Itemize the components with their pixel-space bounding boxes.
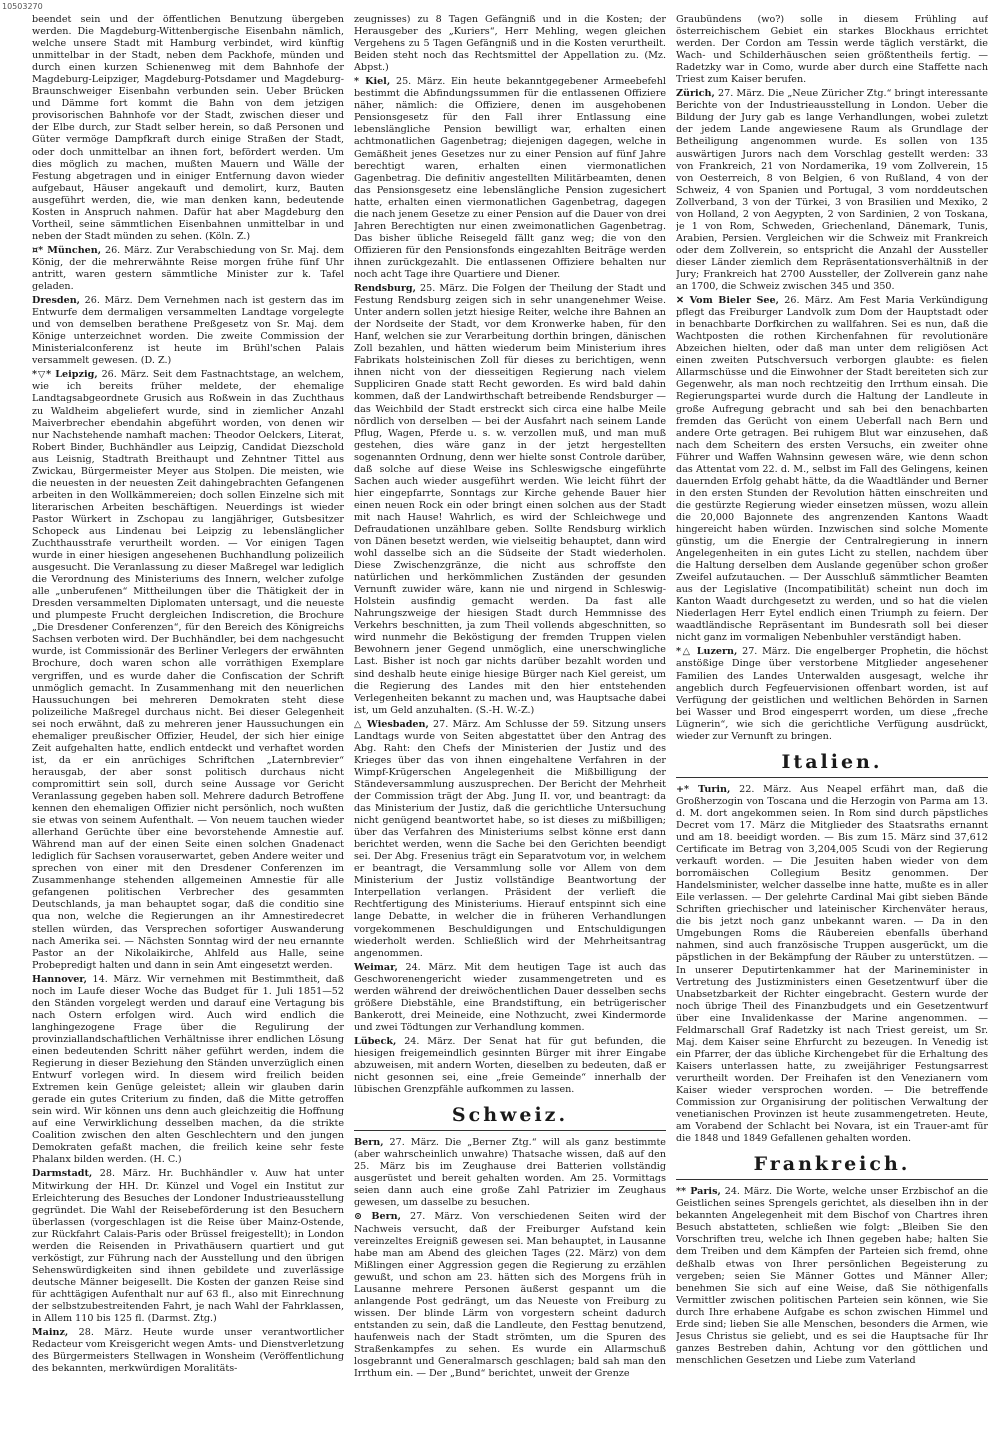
article-paragraph <box>676 14 988 86</box>
article-paragraph <box>676 784 988 1145</box>
article-dateline: △ Wiesbaden, <box>354 718 429 730</box>
section-heading: Italien. <box>676 751 988 778</box>
article-paragraph <box>32 1168 344 1325</box>
article-text: 27. März. Die „Neue Züricher Ztg.“ bringt interessante Berichte von der Industrieausstellung in London. Ueber die Bildung der Jury gab es lange Verhandlungen, wobei zuletzt der jedem Lande angewiesene Raum als Grundlage der Betheiligung angenommen wurde. Es sollen von 135 auswärtigen Jurors nach dem Vorschlag gestellt werden: 33 von Frankreich, 21 von Nordamerika, 19 vom Zollverein, 15 von Oesterreich, 8 von Belgien, 6 von Rußland, 4 von der Schweiz, 4 von Spanien und Portugal, 3 vom norddeutschen Zollverband, 3 von der Türkei, 3 von Brasilien und Mexiko, 2 von Holland, 2 von Aegypten, 2 von Sardinien, 2 von Toskana, je 1 von Rom, Schweden, Griechenland, Dänemark, Tunis, Arabien, Persien. Vergleichen wir die Schweiz mit Frankreich oder dem Zollverein, so entspricht die Anzahl der Aussteller dieser Länder ziemlich dem Repräsentationsverhältniß in der Jury; Frankreich hat 2700 Aussteller, der Zollverein ganz nahe an 1700, die Schweiz zwischen 345 und 350. <box>676 88 988 293</box>
article-text: 28. März. Hr. Buchhändler v. Auw hat unter Mitwirkung der HH. Dr. Künzel und Vogel ein Institut zur Erleichterung des Besuches der Londoner Industrieausstellung gegründet. Die Wahl der Reisebeförderung ist den Besuchern überlassen (vorgeschlagen ist die Reise über Mainz-Ostende, zur Rückfahrt Calais-Paris oder Brüssel freigestellt); in London werden die Reisenden in Privathäusern quartiert und gut verköstigt, zur Führung nach der Ausstellung und den übrigen Sehenswürdigkeiten sind ihnen gebildete und zuverlässige deutsche Männer beigesellt. Die Kosten der ganzen Reise sind für achttägigen Aufenthalt nur auf 63 fl., also mit Einrechnung der selbstzubestreitenden Fahrt, je nach Wahl der Fahrklassen, in Allem 110 bis 125 fl. (Darmst. Ztg.) <box>32 1168 344 1325</box>
article-paragraph <box>354 76 666 281</box>
article-text: Graubündens (wo?) solle in diesem Frühling auf österreichischem Gebiet ein starkes Blockhaus errichtet werden. Der Cordon am Tessin werde täglich verstärkt, die Wach- und Schilderhäuschen seien größtentheils fertig. — Radetzky war in Como, wurde aber durch eine Staffette nach Triest zum Kaiser berufen. <box>676 14 988 86</box>
article-paragraph <box>32 369 344 971</box>
article-text: 27. März. Die „Berner Ztg.“ will als ganz bestimmte (aber wahrscheinlich unwahre) Thatsache wissen, daß auf den 25. März bis im Zeughause drei Batterien vollständig ausgerüstet und bereit gehalten worden. Am 25. Vormittags seien dann auch eine große Zahl Patrizier im Zeughaus gewesen, um dasselbe zu besuchen. <box>354 1137 666 1209</box>
article-text: 22. März. Aus Neapel erfährt man, daß die Großherzogin von Toscana und die Herzogin von Parma am 13. d. M. dort angekommen seien. In Rom sind durch päpstliches Decret vom 17. März die Mitglieder des Staatsraths ernannt und am 18. beeidigt worden. — Bis zum 15. März sind 37,612 Certificate im Betrag von 3,204,005 Scudi von der Regierung verkauft worden. — Die Jesuiten haben wieder von dem borromäischen Collegium Besitz genommen. Der Handelsminister, welcher dasselbe inne hatte, mußte es in aller Eile verlassen. — Der gelehrte Cardinal Mai gibt sieben Bände Schriften griechischer und lateinischer Kirchenväter heraus, die bis jetzt noch ganz unbekannt waren. — Da in den Umgebungen Roms die Räubereien ebenfalls überhand nahmen, sind auch französische Truppen ausgerückt, um die päpstlichen in der Bekämpfung der Räuber zu unterstützen. — In unserer Deputirtenkammer hat der Marineminister in Vertretung des Justizministers einen Gesetzentwurf über die Unabsetzbarkeit der Richter eingebracht. Gestern wurde der noch übrige Theil des Finanzbudgets und ein Gesetzentwurf über eine Invalidenkasse der Marine angenommen. — Feldmarschall Graf Radetzky ist nach Triest gereist, um Sr. Maj. dem Kaiser seine Ehrfurcht zu bezeugen. In Venedig ist ein Pfarrer, der das übliche Kirchengebet für die Erhaltung des Kaisers unterlassen hatte, zu zweijähriger Festungsarrest verurtheilt worden. Der Freihafen ist den Venezianern vom Kaiser wieder versprochen worden. — Die betreffende Commission zur Organisirung der politischen Verwaltung der venetianischen Provinzen ist heute zusammengetreten. Heute, am Vorabend der Schlacht bei Novara, ist ein Trauer-amt für die 1848 und 1849 Gefallenen gehalten worden. <box>676 783 988 1145</box>
article-paragraph <box>354 14 666 74</box>
article-dateline: +* Turin, <box>676 783 731 795</box>
section-heading: Schweiz. <box>354 1104 666 1131</box>
article-paragraph <box>32 14 344 243</box>
article-paragraph <box>676 295 988 644</box>
article-text: 26. März. Dem Vernehmen nach ist gestern das im Entwurfe dem dermaligen versammelten Landtage vorgelegte und von demselben berathene Preßgesetz von Sr. Maj. dem Könige unterzeichnet worden. Die zweite Commission der Ministerialconferenz ist heute im Brühl'schen Palais versammelt gewesen. (D. Z.) <box>32 295 344 367</box>
article-text: zeugnisses) zu 8 Tagen Gefängniß und in die Kosten; der Herausgeber des „Kuriers“, Herr Mehling, wegen gleichen Vergehens zu 5 Tagen Gefängniß und in die Kosten verurtheilt. Beiden steht noch das Rechtsmittel der Appellation zu. (Mz. Abpst.) <box>354 14 666 74</box>
article-text: 26. März. Zur Verabschiedung von Sr. Maj. dem König, der die mehrerwähnte Reise morgen frühe fünf Uhr antritt, waren gestern sämmtliche Minister zur k. Tafel geladen. <box>32 244 344 293</box>
article-dateline: ✕ Vom Bieler See, <box>676 295 779 307</box>
article-paragraph <box>676 1186 988 1367</box>
section-heading: Frankreich. <box>676 1153 988 1180</box>
article-text: 26. März. Seit dem Fastnachtstage, an welchem, wie ich bereits früher meldete, der ehemalige Landtagsabgeordnete Grusich aus Roßwein in das Zuchthaus zu Waldheim abgeliefert wurde, sind in ziemlicher Anzahl Maiverbrecher ebendahin abgeführt worden, von denen wir nur Nachstehende namhaft machen: Theodor Oelckers, Literat, Robert Binder, Buchhändler aus Leipzig, Candidat Diezschold aus Leisnig, Stadtrath Breithaupt und Zehntner Tittel aus Zwickau, Bürgermeister Meyer aus Stolpen. Die meisten, wie die neuesten in der neuesten Zeit dahingebrachten Gefangenen arbeiten in den Wollkämmereien; doch sollen Einzelne sich mit literarischen Arbeiten beschäftigen. Neuerdings ist wieder Pastor Würkert in Zschopau zu langjähriger, Gutsbesitzer Schopeck aus Lindenau bei Leipzig zu lebenslänglicher Zuchthausstrafe verurtheilt worden. — Vor einigen Tagen wurde in einer hiesigen angesehenen Buchhandlung polizeilich ausgesucht. Die Veranlassung zu dieser Maßregel war lediglich die Verordnung des Ministeriums des Innern, welcher zufolge alle „unberufenen“ Mittheilungen über die Thätigkeit der in Dresden versammelten Diplomaten untersagt, und die neueste und plumpeste Frucht dergleichen Indiscretion, die Brochure „Die Dresdener Conferenzen“, für den Bereich des Königreichs Sachsen verboten wird. Der Buchhändler, bei dem nachgesucht wurde, ist Commissionär des Berliner Verlegers der erwähnten Brochure, doch waren schon alle vorräthigen Exemplare vergriffen, und es wurde daher die Confiscation der Schrift unmöglich gemacht. In Zusammenhang mit den neuerlichen Haussuchungen bei mehreren Demokraten steht diese polizeiliche Maßregel durchaus nicht. Bei dieser Gelegenheit sei noch erwähnt, daß zu mehreren jener Haussuchungen ein ehemaliger preußischer Offizier, Heudel, der sich hier einige Zeit aufgehalten hatte, endlich entdeckt und verhaftet worden ist, da er ein anrüchiges Schriftchen „Laternbrevier“ herausgab, der aber sonst politisch durchaus nicht compromittirt sein soll, durch seine Aussage vor Gericht Veranlassung gegeben haben soll. Mehrere dadurch Betroffene kennen den ehemaligen Offizier nicht persönlich, noch wußten sie etwas von seinem Aufenthalt. — Von neuem tauchen wieder allerhand Gerüchte über eine bevorstehende Amnestie auf. Während man auf der einen Seite einen solchen Gnadenact lediglich für Sachsen vorauserwartet, geben Andere weiter und sprechen von einer mit den Dresdener Conferenzen im Zusammenhange stehenden allgemeinen Amnestie für alle gefangenen politischen Verbrecher des gesammten Deutschlands, ja man behauptet sogar, daß die conditio sine qua non, welche die Regierungen an ihr Amnestiredecret stellen würden, das Versprechen sofortiger Auswanderung nach Amerika sei. — Nächsten Sonntag wird der neu ernannte Pastor an der Nikolaikirche, Ahlfeld aus Halle, seine Probepredigt halten und dann in sein Amt eingesetzt werden. <box>32 369 344 971</box>
article-paragraph <box>354 1211 666 1380</box>
article-dateline: Weimar, <box>354 961 398 973</box>
article-text: 27. März. Am Schlusse der 59. Sitzung unsers Landtags wurde von Seiten abgestattet über den Antrag des Abg. Raht: den Chefs der Ministerien der Justiz und des Krieges über das von ihnen eingehaltene Verfahren in der Wimpf-Krügerschen Angelegenheit die Mißbilligung der Ständeversammlung auszusprechen. Der Bericht der Mehrheit der Commission trägt der Abg. Jung II. vor, und beantragt: da das Ministerium der Justiz, daß die gerichtliche Untersuchung nicht genügend beantwortet habe, so ist dieses zu mißbilligen; über das Verfahren des Ministeriums selbst könne erst dann berichtet werden, wenn die Sache bei den Gerichten beendigt sei. Der Abg. Fresenius trägt ein Separatvotum vor, in welchem er beantragt, die Versammlung solle vor Allem von dem Ministerium der Justiz vollständige Beantwortung der Interpellation verlangen. Präsident der verlieft die Rechtfertigung des Ministeriums. Hierauf entspinnt sich eine lange Debatte, in welcher die in früheren Verhandlungen vorgekommenen Beschuldigungen und Entschuldigungen wiederholt werden. Schließlich wird der Mehrheitsantrag angenommen. <box>354 718 666 959</box>
column-1 <box>32 14 344 1428</box>
article-dateline: Lübeck, <box>354 1035 397 1047</box>
article-text: 24. März. Mit dem heutigen Tage ist auch das Geschworenengericht wieder zusammengetreten und es werden während der dreiwöchentlichen Dauer desselben sechs größere Diebstähle, eine Brandstiftung, ein betrügerischer Bankerott, drei Meineide, eine Nothzucht, zwei Kindermorde und zwei Tödtungen zur Verhandlung kommen. <box>354 961 666 1033</box>
article-dateline: ** Paris, <box>676 1186 721 1198</box>
article-paragraph <box>676 88 988 293</box>
article-text: 25. März. Ein heute bekanntgegebener Armeebefehl bestimmt die Abfindungssummen für die entlassenen Offiziere näher, nämlich: die Offiziere, denen im ausgehobenen Pensionsgesetz für den Fall ihrer Entlassung eine lebenslängliche Pension bewilligt war, erhalten einen achtmonatlichen Gagenbetrag; diejenigen dagegen, welche in Gemäßheit jenes Gesetzes nur zu einer Pension auf fünf Jahre berechtigt waren, erhalten einen viermonatlichen Gagenbetrag. Die definitiv angestellten Militärbeamten, denen das Pensionsgesetz eine lebenslängliche Pension zugesichert hatte, erhalten einen viermonatlichen Gagenbetrag, dagegen die nach jenem Gesetze zu einer Pension auf die Dauer von drei Jahren Berechtigten nur einen zweimonatlichen Gagenbetrag. Das bisher übliche Reisegeld fällt ganz weg; die von den Offizieren für den Pensionsfonds eingezahlten Beiträge werden ihnen zurückgezahlt. Die entlassenen Offiziere behalten nur noch acht Tage ihre Quartiere und Diener. <box>354 76 666 280</box>
article-dateline: Mainz, <box>32 1327 69 1339</box>
article-paragraph <box>32 245 344 293</box>
article-dateline: Bern, <box>354 1137 384 1149</box>
article-dateline: Dresden, <box>32 295 81 307</box>
article-paragraph <box>32 1327 344 1375</box>
article-dateline: Hannover, <box>32 973 88 985</box>
article-dateline: Darmstadt, <box>32 1168 93 1180</box>
article-dateline: Zürich, <box>676 88 715 100</box>
article-paragraph <box>354 719 666 960</box>
article-paragraph <box>354 1036 666 1096</box>
article-text: 26. März. Am Fest Maria Verkündigung pflegt das Freiburger Landvolk zum Dom der Hauptstadt oder in benachbarte Dorfkirchen zu wallfahren. Sei es nun, daß die Wachtposten die rothen Kirchenfahnen für revolutionäre Abzeichen hielten, oder daß man unter dem religiösen Act einen zweiten Putschversuch verborgen glaubte: es fielen Allarmschüsse und die Einwohner der Stadt bereiteten sich zur Gegenwehr, als man noch rechtzeitig den Irrthum einsah. Die Regierungspartei wurde durch die Haltung der Landleute in große Aufregung gebracht und sah bei den benachbarten fremden das Gerücht von einem Ueberfall nach Bern und andere Orte getragen. Bei ruhigem Blut war einzusehen, daß nach dem Scheitern des ersten Versuchs, ein zweiter ohne Führer und Waffen Wahnsinn gewesen wäre, wie denn schon das Attentat vom 22. d. M., selbst im Fall des Gelingens, keinen dauernden Erfolg gehabt hätte, da die Waadtländer und Berner in den ersten Stunden der Revolution hätten einschreiten und die gestürzte Regierung wieder einsetzen müssen, wozu allein die 20,000 Bajonnete des angrenzenden Kantons Waadt hingereicht haben würden. Inzwischen sind solche Momente günstig, um die Energie der Centralregierung in innern Angelegenheiten in ein gutes Licht zu stellen, nachdem über die Haltung derselben dem Auslande gegenüber schon großer Zweifel aufzutauchen. — Der Ausschluß sämmtlicher Beamten aus der Legislative (Incompatibilität) scheint nun doch im Kanton Waadt durchgesetzt zu werden, und so hat die vielen Niederlagen Herr Eytel endlich einen Triumph zu feiern. Der waadtländische Repräsentant im Bundesrath soll bei dieser nicht ganz im vormaligen Nebenbuhler verständigt haben. <box>676 295 988 644</box>
article-paragraph <box>676 646 988 742</box>
article-text: beendet sein und der öffentlichen Benutzung übergeben werden. Die Magdeburg-Wittenbergische Eisenbahn nämlich, welche unsere Stadt mit Hamburg verbindet, wird künftig unmittelbar in der Stadt, neben dem Packhofe, münden und durch einen kurzen Schienenweg mit dem Bahnhofe der Magdeburg-Leipziger, Magdeburg-Potsdamer und Magdeburg-Braunschweiger Eisenbahn verbunden sein. Ueber Brücken und Dämme fort kommt die Bahn von dem jetzigen provisorischen Bahnhofe vor der Stadt, zwischen dieser und der Elbe durch, zur Stadt selber herein, so daß Personen und Güter vermöge Dampfkraft durch einige Straßen der Stadt, oder doch unmittelbar an ihnen fort, befördert werden. Um dies möglich zu machen, mußten Mauern und Wälle der Festung abgetragen und in einiger Entfernung davon wieder aufgebaut, Häuser angekauft und demolirt, kurz, Bauten ausgeführt werden, die, wie man denken kann, bedeutende Kosten in Anspruch nahmen. Dafür hat aber Magdeburg den Vortheil, seine sämmtlichen Eisenbahnen unmittelbar in und neben der Stadt münden zu sehen. (Köln. Z.) <box>32 14 344 242</box>
column-3 <box>676 14 988 1428</box>
page-id: 10503270 <box>2 2 43 11</box>
article-dateline: Rendsburg, <box>354 283 416 295</box>
article-paragraph <box>32 974 344 1167</box>
article-text: 27. März. Von verschiedenen Seiten wird der Nachweis versucht, daß der Freiburger Aufstand kein vereinzeltes Ereigniß gewesen sei. Man behauptet, in Lausanne habe man am Abend des gleichen Tages (22. März) von dem Mißlingen einer Aggression gegen die Regierung zu erzählen gewußt, und schon am 23. hätten sich des Morgens früh in Lausanne mehrere Personen äußerst gespannt um die anlangende Post gedrängt, um das Neueste von Freiburg zu wissen. Der blinde Lärm von vorgestern scheint dadurch entstanden zu sein, daß die Landleute, den Festtag benutzend, haufenweis nach der Stadt strömten, um die Spuren des Straßenkampfes zu sehen. Es wurde ein Allarmschuß losgebrannt und Generalmarsch geschlagen; bald sah man den Irrthum ein. — Der „Bund“ berichtet, unweit der Grenze <box>354 1211 666 1380</box>
article-paragraph <box>354 283 666 717</box>
article-paragraph <box>354 1137 666 1209</box>
newspaper-columns <box>32 14 988 1428</box>
article-dateline: ⊙ Bern, <box>354 1211 401 1223</box>
article-dateline: *▽* Leipzig, <box>32 369 98 381</box>
article-text: 24. März. Der Senat hat für gut befunden, die hiesigen freigemeindlich gesinnten Bürger mit ihrer Eingabe abzuweisen, mit andern Worten, dieselben zu bedeuten, daß er nicht gesonnen sei, eine „freie Gemeinde“ innerhalb der lübischen Grenzpfähle aufkommen zu lassen. <box>354 1035 666 1096</box>
article-dateline: *△ Luzern, <box>676 646 738 658</box>
article-text: 27. März. Die engelberger Prophetin, die höchst anstößige Dinge über verstorbene Mitglieder angesehener Familien des Landes Unterwalden ausgesagt, welche ihr angeblich durch Fegfeuervisionen offenbart worden, ist auf Verfügung der geistlichen und weltlichen Behörden in Sarnen bei Wasser und Brod eingesperrt worden, um diese „freche Lügnerin“, wie sich die gerichtliche Verfügung ausdrückt, wieder zur Vernunft zu bringen. <box>676 646 988 742</box>
column-2 <box>354 14 666 1428</box>
article-paragraph <box>354 962 666 1034</box>
article-text: 24. März. Die Worte, welche unser Erzbischof an die Geistlichen seines Sprengels gerichtet, als dieselben ihn in der bekannten Angelegenheit mit dem Bischof von Chartres ihren Besuch abstatteten, schließen wie folgt: „Bleiben Sie den Vorschriften treu, welche ich Ihnen gegeben habe; halten Sie dem Treiben und dem Kämpfen der Parteien sich fremd, ohne deßhalb etwas von Ihrer persönlichen Begeisterung zu vergeben; seien Sie Männer Gottes und Männer Aller; benehmen Sie sich auf eine Weise, daß Sie nöthigenfalls Vermittler zwischen politischen Parteien sein können, wie Sie durch Ihre erhabene Aufgabe es schon zwischen Himmel und Erde sind; lieben Sie alle Menschen, besonders die Armen, wie Jesus Christus sie geliebt, und es sei die Hauptsache für Ihr ganzes Bestreben dahin, Achtung vor den göttlichen und menschlichen Gesetzen und Liebe zum Vaterland <box>676 1186 988 1366</box>
article-paragraph <box>32 295 344 367</box>
article-text: 14. März. Wir vernehmen mit Bestimmtheit, daß noch im Laufe dieser Woche das Budget für 1. Juli 1851—52 den Ständen vorgelegt werden und darauf eine Vertagung bis nach Ostern erfolgen wird. Auch wird endlich die langhingezogene Frage über die Regulirung der provinziallandschaftlichen Verhältnisse ihrer endlichen Lösung einen bedeutenden Schritt näher geführt werden, indem die Regierung in dieser Beziehung den Ständen unverzüglich einen Entwurf vorlegen wird. In diesem wird freilich beiden Extremen kein Genüge geleistet; allein wir glauben darin gerade ein gutes Criterium zu finden, daß die Mitte getroffen sein wird. Wir können uns denn auch gleichzeitig die Hoffnung auf eine Verwirklichung desselben machen, da die strikte Coalition zwischen den alten Geschlechtern und den jungen Demokraten gefaßt machen, die freilich keine sehr feste Phalanx bilden werden. (H. C.) <box>32 973 344 1166</box>
article-dateline: ¤* München, <box>32 244 102 256</box>
article-text: 28. März. Heute wurde unser verantwortlicher Redacteur vom Kreisgericht wegen Amts- und Dienstverletzung des Bürgermeisters Stellwagen in Wonsheim (Veröffentlichung des bekannten, merkwürdigen Moralitäts- <box>32 1327 344 1375</box>
article-text: 25. März. Die Folgen der Theilung der Stadt und Festung Rendsburg zeigen sich in sehr unangenehmer Weise. Unter andern sollen jetzt hiesige Reiter, welche ihre Bahnen an der Nordseite der Stadt, vor dem Kronwerke haben, für den Hanf, welchen sie zur Verarbeitung dorthin bringen, dänischen Zoll bezahlen, und hätten wiederum beim Ministerium ihres Fabrikats holsteinischen Zoll für dieses zu berichtigen, wenn ihnen nicht von der diesseitigen Regierung nach vielem Suppliciren Gnade statt Recht geworden. Es wird bald dahin kommen, daß der Landwirthschaft betreibende Rendsburger — das Weichbild der Stadt erstreckt sich circa eine halbe Meile nördlich von derselben — bei der Ausfahrt nach seinem Lande Pflug, Wagen, Pferde u. s. w. verzollen muß, und man muß gestehen, dies wäre ganz in der jetzt hergestellten sogenannten Ordnung, denn wer hielte sonst Controle darüber, daß solche auf diese Weise ins Schleswigsche eingeführte Sachen auch wieder ausgeführt werden. Wie leicht führt der hier eingepfarrte, Sonntags zur Kirche gehende Bauer hier einen neuen Rock ein oder bringt einen solchen aus der Stadt mit nach Hause! Wahrlich, es wird der Schleichwege und Defraudationen unzählbare geben. Sollte Rendsburg wirklich von Dänen besetzt werden, wie vielseitig behauptet, dann wird wohl dasselbe sich an die Südseite der Stadt wiederholen. Diese Zwischenzgränze, die nicht aus schroffste den natürlichen und herkömmlichen Zuständen der gesunden Vernunft zuwider wäre, kann nie und nirgend in Schleswig-Holstein ausfindig gemacht werden. Da fast alle Nahrungszweige der hiesigen Stadt durch Hemmnisse des Verkehrs beschnitten, ja zum Theil vollends abgeschnitten, so wird nunmehr die Beköstigung der fremden Truppen vielen Bewohnern jener Gegend unmöglich, eine unerschwingliche Last. Bisher ist noch gar nichts darüber bezahlt worden und sind deshalb heute einige hiesige Bürger nach Kiel gereist, um die Regierung des Landes mit den hier entstehenden Verlegenheiten bekannt zu machen und, was Hauptsache dabei ist, um Geld anzuhalten. (S.-H. W.-Z.) <box>354 283 666 716</box>
article-dateline: * Kiel, <box>354 76 391 88</box>
